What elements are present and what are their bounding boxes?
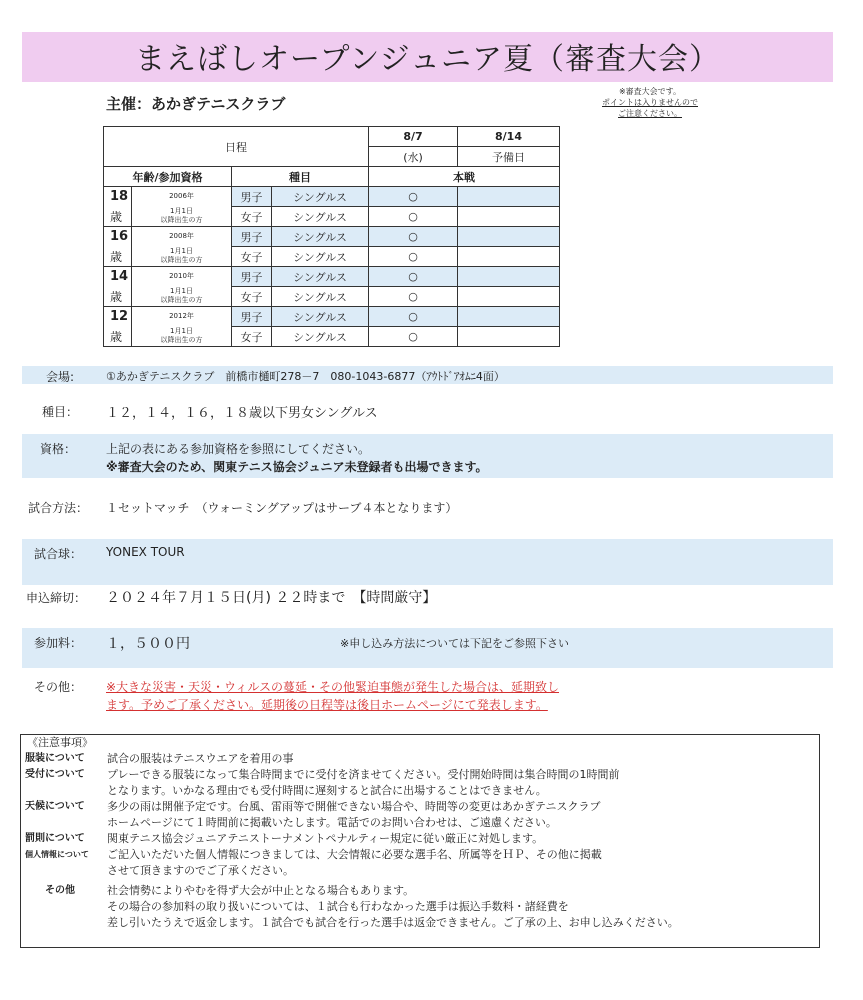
entry-mark: ○: [369, 327, 458, 347]
birth-year: 2008年: [132, 227, 232, 247]
other-row: [22, 676, 833, 716]
birth-detail: 1月1日 以降出生の方: [132, 207, 232, 227]
event-cell: シングルス: [272, 187, 369, 207]
nittei-label: 日程: [104, 127, 369, 167]
entry-mark: ○: [369, 287, 458, 307]
notes-box: [20, 734, 820, 948]
main-header: 本戦: [369, 167, 560, 187]
date-2: 8/14: [458, 127, 560, 147]
note-text: ご記入いただいた個人情報につきましては、大会情報に必要な選手名、所属等をＨＰ、その他に掲載: [107, 848, 602, 861]
gender-cell: 男子: [232, 267, 272, 287]
gender-cell: 女子: [232, 287, 272, 307]
age-value: 14: [104, 267, 132, 287]
top-note-line: ※審査大会です。: [618, 87, 682, 96]
deadline-row: [22, 587, 833, 609]
birth-detail: 1月1日 以降出生の方: [132, 247, 232, 267]
age-unit: 歳: [104, 327, 132, 347]
age-unit: 歳: [104, 287, 132, 307]
qualification-note: ※審査大会のため、関東テニス協会ジュニア未登録者も出場できます。: [106, 460, 488, 474]
entry-mark: ○: [369, 227, 458, 247]
note-text: させて頂きますのでご了承ください。: [107, 864, 294, 877]
venue-row: [22, 366, 833, 384]
top-note-line: ポイントは入りませんので: [602, 98, 698, 107]
note-label: 受付について: [25, 769, 85, 780]
reserve-cell: [458, 187, 560, 207]
other-text-2: ます。予めご了承ください。延期後の日程等は後日ホームページにて発表します。: [106, 698, 548, 712]
note-text: 社会情勢によりやむを得ず大会が中止となる場合もあります。: [107, 884, 415, 897]
note-reception: [21, 767, 819, 799]
birth-detail: 1月1日 以降出生の方: [132, 287, 232, 307]
gender-cell: 女子: [232, 327, 272, 347]
note-text: となります。いかなる理由でも受付時間に遅刻すると試合に出場することはできません。: [107, 784, 547, 797]
reserve-cell: [458, 247, 560, 267]
note-text: 差し引いたうえで返金します。１試合でも試合を行った選手は返金できません。ご了承の上、お申し込みください。: [107, 916, 679, 929]
ball-value: YONEX TOUR: [106, 545, 185, 559]
entry-mark: ○: [369, 207, 458, 227]
age-value: 12: [104, 307, 132, 327]
reserve-cell: [458, 267, 560, 287]
event-label: 種目：: [42, 405, 79, 419]
method-value: １セットマッチ （ウォーミングアップはサーブ４本となります）: [106, 501, 458, 515]
event-row: [22, 401, 833, 421]
event-cell: シングルス: [272, 287, 369, 307]
gender-cell: 男子: [232, 187, 272, 207]
note-label: 個人情報について: [25, 850, 89, 859]
note-privacy: [21, 847, 819, 879]
title-banner: [22, 32, 833, 82]
page-title: まえばしオープンジュニア夏（審査大会）: [135, 42, 720, 77]
birth-year: 2010年: [132, 267, 232, 287]
venue-value: ①あかぎテニスクラブ 前橋市樋町278－7 080-1043-6877（ｱｳﾄﾄﾞｱｵﾑﾆ4面）: [106, 370, 505, 383]
fee-note: ※申し込み方法については下記をご参照下さい: [340, 637, 569, 650]
birth-detail: 1月1日 以降出生の方: [132, 327, 232, 347]
note-text: 試合の服装はテニスウエアを着用の事: [107, 752, 294, 765]
date-1: 8/7: [369, 127, 458, 147]
note-weather: [21, 799, 819, 831]
other-text-1: ※大きな災害・天災・ウィルスの蔓延・その他緊迫事態が発生した場合は、延期致し: [106, 680, 559, 694]
note-text: プレーできる服装になって集合時間までに受付を済ませてください。受付開始時間は集合時間の1時間前: [107, 768, 620, 781]
gender-cell: 女子: [232, 247, 272, 267]
gender-cell: 男子: [232, 227, 272, 247]
entry-mark: ○: [369, 187, 458, 207]
note-label: 服装について: [25, 753, 85, 764]
schedule-table: [103, 126, 560, 347]
deadline-value: ２０２４年７月１５日(月) ２２時まで 【時間厳守】: [106, 590, 437, 606]
event-cell: シングルス: [272, 327, 369, 347]
event-cell: シングルス: [272, 307, 369, 327]
note-text: ホームページにて１時間前に掲載いたします。電話でのお問い合わせは、ご遠慮ください。: [107, 816, 557, 829]
entry-mark: ○: [369, 307, 458, 327]
qualification-text: 上記の表にある参加資格を参照にしてください。: [106, 442, 371, 456]
ball-label: 試合球：: [34, 547, 83, 561]
age-unit: 歳: [104, 207, 132, 227]
note-label: その他: [45, 885, 75, 896]
gender-cell: 男子: [232, 307, 272, 327]
fee-label: 参加料：: [34, 636, 83, 650]
deadline-label: 申込締切：: [26, 591, 87, 605]
note-other: [21, 883, 819, 931]
entry-mark: ○: [369, 267, 458, 287]
age-value: 18: [104, 187, 132, 207]
birth-year: 2006年: [132, 187, 232, 207]
venue-label: 会場:: [46, 370, 75, 384]
note-label: 天候について: [25, 801, 85, 812]
method-label: 試合方法：: [28, 501, 89, 515]
top-note: [580, 86, 720, 119]
fee-row: [22, 628, 833, 668]
event-value: １２，１４，１６，１８歳以下男女シングルス: [106, 406, 378, 421]
event-cell: シングルス: [272, 227, 369, 247]
date-1-sub: (水): [369, 147, 458, 167]
event-cell: シングルス: [272, 207, 369, 227]
qualification-label: 資格：: [40, 442, 77, 456]
organizer: 主催：あかぎテニスクラブ: [106, 95, 286, 113]
reserve-cell: [458, 307, 560, 327]
reserve-cell: [458, 207, 560, 227]
reserve-cell: [458, 227, 560, 247]
qualification-row: [22, 434, 833, 478]
fee-value: １，５００円: [106, 636, 190, 652]
date-2-sub: 予備日: [458, 147, 560, 167]
event-cell: シングルス: [272, 247, 369, 267]
age-unit: 歳: [104, 247, 132, 267]
notes-heading: 《注意事項》: [27, 736, 93, 749]
reserve-cell: [458, 327, 560, 347]
event-header: 種目: [232, 167, 369, 187]
note-text: 多少の雨は開催予定です。台風、雷雨等で開催できない場合や、時間等の変更はあかぎテニスクラブ: [107, 800, 601, 813]
top-note-line: ご注意ください。: [618, 109, 682, 118]
note-text: その場合の参加料の取り扱いについては、１試合も行わなかった選手は振込手数料・諸経費を: [107, 900, 569, 913]
note-label: 罰則について: [25, 833, 85, 844]
note-text: 関東テニス協会ジュニアテニストーナメントペナルティー規定に従い厳正に対処します。: [107, 832, 544, 845]
birth-year: 2012年: [132, 307, 232, 327]
reserve-cell: [458, 287, 560, 307]
entry-mark: ○: [369, 247, 458, 267]
other-label: その他：: [34, 680, 83, 694]
event-cell: シングルス: [272, 267, 369, 287]
ball-row: [22, 539, 833, 585]
age-header: 年齢/参加資格: [104, 167, 232, 187]
age-value: 16: [104, 227, 132, 247]
gender-cell: 女子: [232, 207, 272, 227]
method-row: [22, 497, 833, 517]
